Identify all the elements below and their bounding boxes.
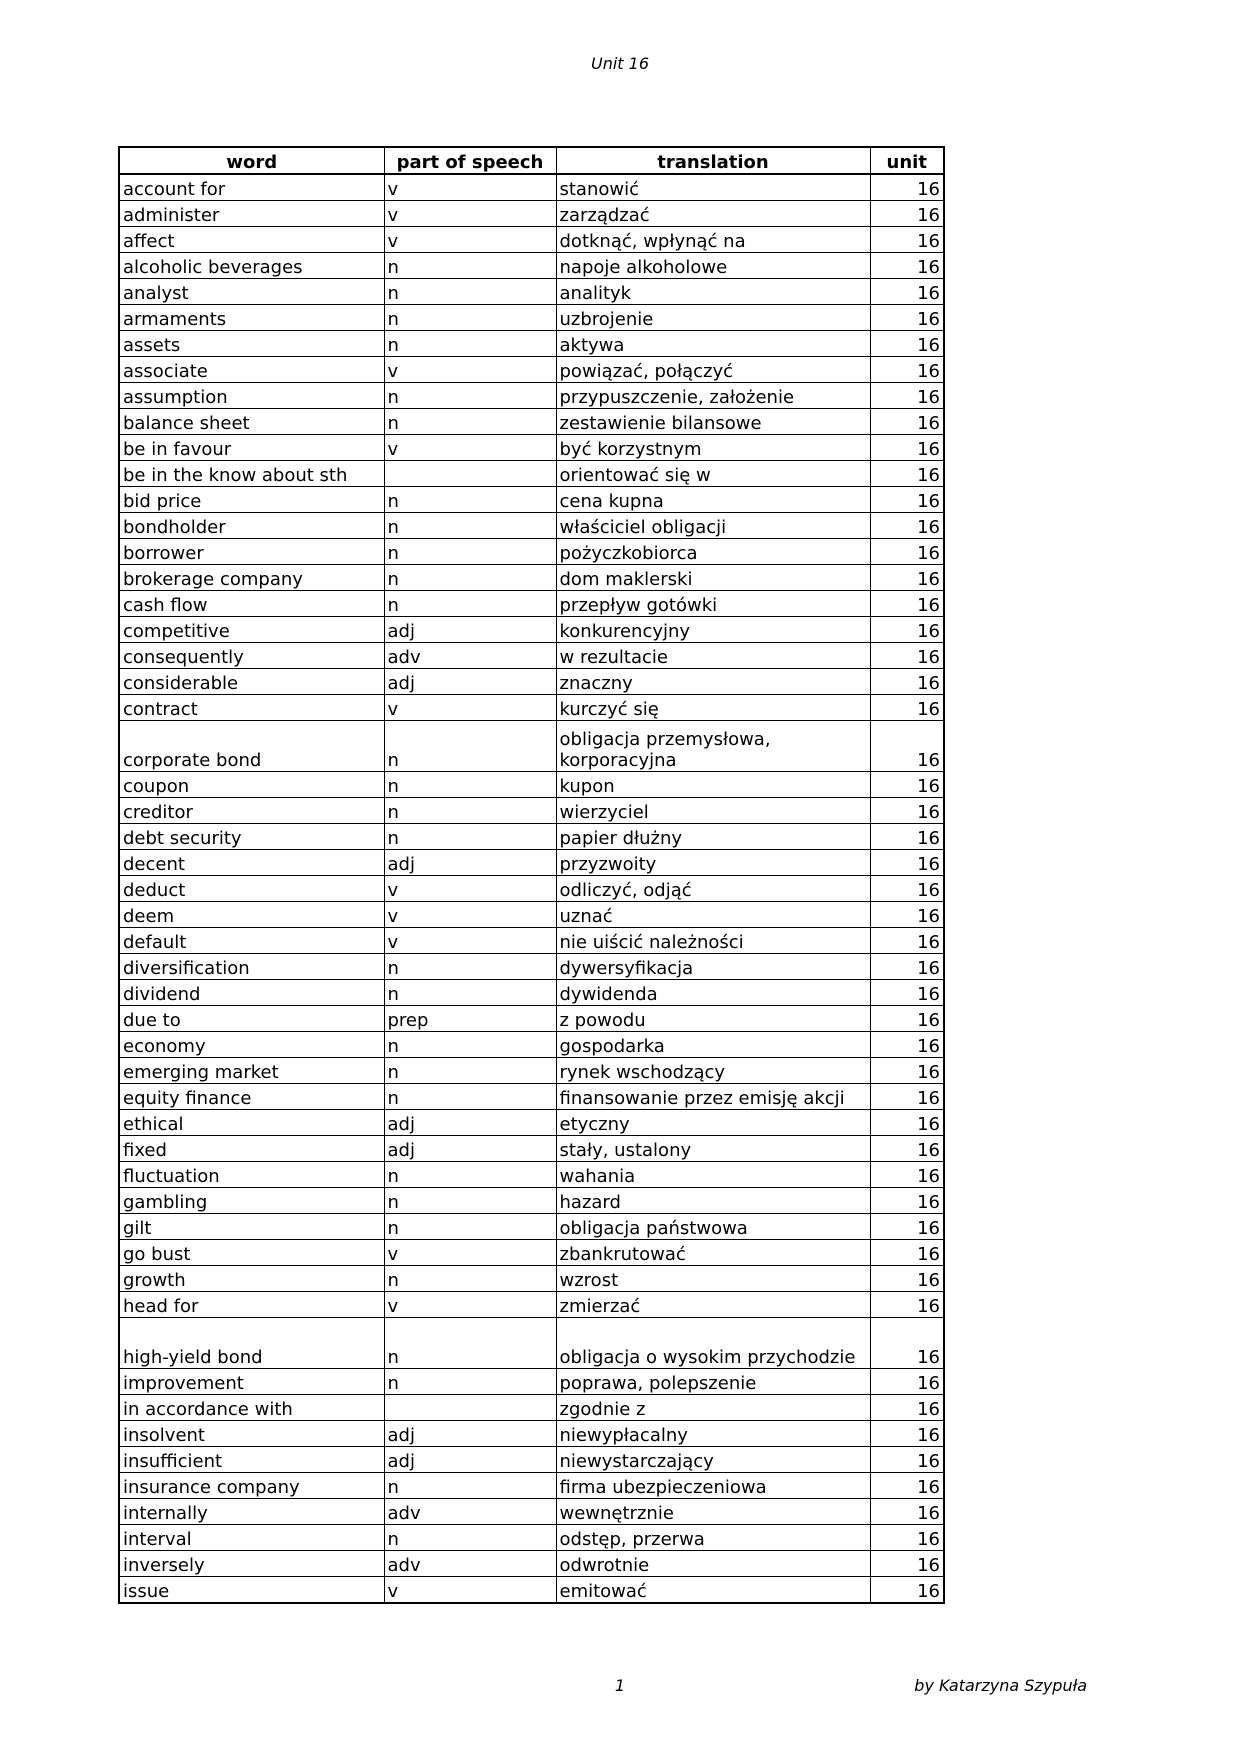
cell-part-of-speech (384, 461, 556, 487)
cell-part-of-speech: adj (384, 850, 556, 876)
table-row (119, 1240, 944, 1266)
cell-unit: 16 (870, 487, 944, 513)
cell-part-of-speech: n (384, 824, 556, 850)
cell-unit: 16 (870, 565, 944, 591)
cell-unit: 16 (870, 435, 944, 461)
cell-word: brokerage company (119, 565, 384, 591)
cell-translation: zmierzać (556, 1292, 870, 1318)
cell-word: alcoholic beverages (119, 253, 384, 279)
table-row (119, 1032, 944, 1058)
cell-part-of-speech: v (384, 902, 556, 928)
cell-translation: kupon (556, 772, 870, 798)
cell-word: account for (119, 174, 384, 201)
cell-translation: przyzwoity (556, 850, 870, 876)
cell-translation: zbankrutować (556, 1240, 870, 1266)
cell-part-of-speech: n (384, 1369, 556, 1395)
table-row (119, 1473, 944, 1499)
cell-translation: uzbrojenie (556, 305, 870, 331)
table-header-row (119, 147, 944, 174)
cell-unit: 16 (870, 331, 944, 357)
table-row (119, 253, 944, 279)
cell-part-of-speech: adv (384, 643, 556, 669)
cell-word: coupon (119, 772, 384, 798)
table-row (119, 1369, 944, 1395)
cell-word: associate (119, 357, 384, 383)
cell-translation: wzrost (556, 1266, 870, 1292)
cell-word: gambling (119, 1188, 384, 1214)
table-row (119, 591, 944, 617)
cell-unit: 16 (870, 928, 944, 954)
cell-part-of-speech: adj (384, 1110, 556, 1136)
table-row (119, 1266, 944, 1292)
table-row (119, 721, 944, 772)
cell-part-of-speech: adv (384, 1551, 556, 1577)
cell-translation: właściciel obligacji (556, 513, 870, 539)
cell-word: considerable (119, 669, 384, 695)
table-row (119, 1084, 944, 1110)
cell-unit: 16 (870, 669, 944, 695)
table-row (119, 1577, 944, 1604)
cell-unit: 16 (870, 902, 944, 928)
cell-unit: 16 (870, 1395, 944, 1421)
cell-translation: nie uiścić należności (556, 928, 870, 954)
cell-unit: 16 (870, 201, 944, 227)
cell-part-of-speech: n (384, 1188, 556, 1214)
cell-translation: wierzyciel (556, 798, 870, 824)
table-row (119, 798, 944, 824)
cell-translation: z powodu (556, 1006, 870, 1032)
cell-translation: napoje alkoholowe (556, 253, 870, 279)
table-row (119, 1058, 944, 1084)
cell-unit: 16 (870, 1421, 944, 1447)
cell-word: ethical (119, 1110, 384, 1136)
cell-part-of-speech: n (384, 772, 556, 798)
cell-part-of-speech: n (384, 591, 556, 617)
cell-word: improvement (119, 1369, 384, 1395)
cell-word: head for (119, 1292, 384, 1318)
cell-unit: 16 (870, 383, 944, 409)
cell-word: consequently (119, 643, 384, 669)
table-row (119, 513, 944, 539)
cell-unit: 16 (870, 980, 944, 1006)
column-header-word: word (119, 147, 384, 174)
table-row (119, 1162, 944, 1188)
cell-translation: niewystarczający (556, 1447, 870, 1473)
cell-translation: być korzystnym (556, 435, 870, 461)
cell-word: inversely (119, 1551, 384, 1577)
cell-translation: hazard (556, 1188, 870, 1214)
cell-part-of-speech: adj (384, 1447, 556, 1473)
table-row (119, 824, 944, 850)
table-row (119, 383, 944, 409)
table-row (119, 1395, 944, 1421)
table-row (119, 174, 944, 201)
cell-translation: obligacja przemysłowa, korporacyjna (556, 721, 870, 772)
table-row (119, 980, 944, 1006)
cell-unit: 16 (870, 1240, 944, 1266)
cell-translation: zarządzać (556, 201, 870, 227)
table-row (119, 1136, 944, 1162)
table-row (119, 201, 944, 227)
cell-unit: 16 (870, 1136, 944, 1162)
table-row (119, 1551, 944, 1577)
cell-part-of-speech: n (384, 1032, 556, 1058)
cell-word: administer (119, 201, 384, 227)
cell-part-of-speech: n (384, 409, 556, 435)
cell-unit: 16 (870, 174, 944, 201)
column-header-unit: unit (870, 147, 944, 174)
table-row (119, 539, 944, 565)
cell-word: gilt (119, 1214, 384, 1240)
cell-unit: 16 (870, 1006, 944, 1032)
cell-unit: 16 (870, 1162, 944, 1188)
cell-translation: przepływ gotówki (556, 591, 870, 617)
cell-part-of-speech: adv (384, 1499, 556, 1525)
cell-part-of-speech: n (384, 383, 556, 409)
table-row (119, 954, 944, 980)
cell-word: equity finance (119, 1084, 384, 1110)
cell-word: insufficient (119, 1447, 384, 1473)
cell-unit: 16 (870, 1525, 944, 1551)
page-header-title: Unit 16 (590, 54, 649, 73)
cell-word: armaments (119, 305, 384, 331)
cell-word: balance sheet (119, 409, 384, 435)
cell-unit: 16 (870, 305, 944, 331)
cell-translation: niewypłacalny (556, 1421, 870, 1447)
table-row (119, 850, 944, 876)
cell-part-of-speech: adj (384, 617, 556, 643)
cell-part-of-speech: n (384, 305, 556, 331)
cell-word: high-yield bond (119, 1318, 384, 1369)
table-row (119, 1525, 944, 1551)
cell-part-of-speech: n (384, 1473, 556, 1499)
cell-translation: konkurencyjny (556, 617, 870, 643)
cell-part-of-speech: n (384, 1525, 556, 1551)
cell-part-of-speech: v (384, 1240, 556, 1266)
cell-part-of-speech: n (384, 1214, 556, 1240)
cell-translation: odwrotnie (556, 1551, 870, 1577)
table-row (119, 928, 944, 954)
cell-part-of-speech: n (384, 798, 556, 824)
table-row (119, 435, 944, 461)
table-row (119, 695, 944, 721)
cell-unit: 16 (870, 1551, 944, 1577)
cell-word: issue (119, 1577, 384, 1604)
cell-unit: 16 (870, 591, 944, 617)
cell-word: insolvent (119, 1421, 384, 1447)
cell-word: competitive (119, 617, 384, 643)
cell-word: assumption (119, 383, 384, 409)
cell-word: go bust (119, 1240, 384, 1266)
table-row (119, 669, 944, 695)
table-row (119, 331, 944, 357)
cell-translation: stały, ustalony (556, 1136, 870, 1162)
cell-unit: 16 (870, 253, 944, 279)
cell-translation: analityk (556, 279, 870, 305)
cell-translation: odliczyć, odjąć (556, 876, 870, 902)
cell-part-of-speech: v (384, 435, 556, 461)
cell-translation: papier dłużny (556, 824, 870, 850)
cell-word: corporate bond (119, 721, 384, 772)
table-row (119, 1188, 944, 1214)
cell-part-of-speech: n (384, 539, 556, 565)
cell-part-of-speech: v (384, 1577, 556, 1604)
cell-translation: obligacja o wysokim przychodzie (556, 1318, 870, 1369)
cell-word: debt security (119, 824, 384, 850)
cell-word: fluctuation (119, 1162, 384, 1188)
cell-word: in accordance with (119, 1395, 384, 1421)
cell-word: affect (119, 227, 384, 253)
author-credit: by Katarzyna Szypuła (914, 1676, 1087, 1695)
cell-translation: aktywa (556, 331, 870, 357)
cell-unit: 16 (870, 850, 944, 876)
cell-part-of-speech: prep (384, 1006, 556, 1032)
cell-word: analyst (119, 279, 384, 305)
cell-unit: 16 (870, 617, 944, 643)
cell-unit: 16 (870, 357, 944, 383)
cell-translation: dywidenda (556, 980, 870, 1006)
cell-part-of-speech: n (384, 954, 556, 980)
cell-translation: w rezultacie (556, 643, 870, 669)
cell-unit: 16 (870, 798, 944, 824)
table-row (119, 565, 944, 591)
cell-part-of-speech: n (384, 279, 556, 305)
cell-translation: dom maklerski (556, 565, 870, 591)
table-row (119, 643, 944, 669)
table-row (119, 487, 944, 513)
table-row (119, 1499, 944, 1525)
cell-part-of-speech: n (384, 331, 556, 357)
cell-part-of-speech (384, 1395, 556, 1421)
cell-word: deem (119, 902, 384, 928)
table-row (119, 1006, 944, 1032)
cell-word: be in favour (119, 435, 384, 461)
cell-word: deduct (119, 876, 384, 902)
cell-unit: 16 (870, 1084, 944, 1110)
cell-translation: powiązać, połączyć (556, 357, 870, 383)
cell-unit: 16 (870, 1369, 944, 1395)
table-row (119, 1292, 944, 1318)
cell-translation: zestawienie bilansowe (556, 409, 870, 435)
cell-translation: emitować (556, 1577, 870, 1604)
cell-translation: odstęp, przerwa (556, 1525, 870, 1551)
table-row (119, 227, 944, 253)
cell-word: cash flow (119, 591, 384, 617)
cell-unit: 16 (870, 1318, 944, 1369)
cell-unit: 16 (870, 1577, 944, 1604)
table-row (119, 1447, 944, 1473)
cell-part-of-speech: v (384, 1292, 556, 1318)
cell-unit: 16 (870, 539, 944, 565)
cell-part-of-speech: n (384, 1084, 556, 1110)
cell-unit: 16 (870, 513, 944, 539)
cell-word: due to (119, 1006, 384, 1032)
cell-translation: kurczyć się (556, 695, 870, 721)
cell-unit: 16 (870, 409, 944, 435)
table-row (119, 1110, 944, 1136)
cell-unit: 16 (870, 1214, 944, 1240)
cell-translation: rynek wschodzący (556, 1058, 870, 1084)
cell-unit: 16 (870, 1447, 944, 1473)
cell-translation: gospodarka (556, 1032, 870, 1058)
cell-translation: etyczny (556, 1110, 870, 1136)
page-number: 1 (614, 1676, 626, 1695)
cell-translation: cena kupna (556, 487, 870, 513)
cell-part-of-speech: n (384, 513, 556, 539)
cell-part-of-speech: v (384, 227, 556, 253)
cell-part-of-speech: n (384, 1058, 556, 1084)
cell-word: interval (119, 1525, 384, 1551)
cell-translation: zgodnie z (556, 1395, 870, 1421)
cell-part-of-speech: n (384, 487, 556, 513)
cell-part-of-speech: v (384, 357, 556, 383)
cell-unit: 16 (870, 954, 944, 980)
cell-unit: 16 (870, 643, 944, 669)
cell-unit: 16 (870, 772, 944, 798)
cell-unit: 16 (870, 1032, 944, 1058)
table-row (119, 1214, 944, 1240)
cell-word: bondholder (119, 513, 384, 539)
cell-word: diversification (119, 954, 384, 980)
cell-translation: orientować się w (556, 461, 870, 487)
cell-part-of-speech: v (384, 928, 556, 954)
cell-translation: dotknąć, wpłynąć na (556, 227, 870, 253)
cell-part-of-speech: n (384, 721, 556, 772)
cell-translation: przypuszczenie, założenie (556, 383, 870, 409)
cell-unit: 16 (870, 1473, 944, 1499)
cell-unit: 16 (870, 1266, 944, 1292)
table-row (119, 461, 944, 487)
cell-word: internally (119, 1499, 384, 1525)
cell-translation: wahania (556, 1162, 870, 1188)
cell-part-of-speech: n (384, 1318, 556, 1369)
table-row (119, 876, 944, 902)
cell-unit: 16 (870, 721, 944, 772)
cell-translation: uznać (556, 902, 870, 928)
cell-part-of-speech: adj (384, 669, 556, 695)
cell-word: emerging market (119, 1058, 384, 1084)
cell-part-of-speech: v (384, 695, 556, 721)
cell-translation: poprawa, polepszenie (556, 1369, 870, 1395)
cell-translation: dywersyfikacja (556, 954, 870, 980)
cell-unit: 16 (870, 279, 944, 305)
cell-word: assets (119, 331, 384, 357)
cell-part-of-speech: v (384, 174, 556, 201)
vocabulary-table (118, 146, 945, 1604)
cell-unit: 16 (870, 695, 944, 721)
cell-word: default (119, 928, 384, 954)
cell-translation: obligacja państwowa (556, 1214, 870, 1240)
table-row (119, 409, 944, 435)
table-row (119, 1318, 944, 1369)
cell-word: contract (119, 695, 384, 721)
cell-translation: finansowanie przez emisję akcji (556, 1084, 870, 1110)
cell-part-of-speech: v (384, 201, 556, 227)
cell-word: fixed (119, 1136, 384, 1162)
cell-translation: pożyczkobiorca (556, 539, 870, 565)
cell-word: decent (119, 850, 384, 876)
cell-translation: wewnętrznie (556, 1499, 870, 1525)
table-row (119, 902, 944, 928)
cell-unit: 16 (870, 461, 944, 487)
cell-unit: 16 (870, 1110, 944, 1136)
cell-unit: 16 (870, 1292, 944, 1318)
table-row (119, 305, 944, 331)
cell-word: growth (119, 1266, 384, 1292)
table-row (119, 617, 944, 643)
cell-part-of-speech: n (384, 1162, 556, 1188)
cell-translation: znaczny (556, 669, 870, 695)
cell-part-of-speech: v (384, 876, 556, 902)
table-row (119, 279, 944, 305)
table-row (119, 357, 944, 383)
cell-part-of-speech: n (384, 253, 556, 279)
cell-part-of-speech: n (384, 980, 556, 1006)
column-header-part-of-speech: part of speech (384, 147, 556, 174)
cell-word: insurance company (119, 1473, 384, 1499)
cell-word: bid price (119, 487, 384, 513)
cell-unit: 16 (870, 1499, 944, 1525)
cell-word: borrower (119, 539, 384, 565)
cell-word: be in the know about sth (119, 461, 384, 487)
cell-translation: stanowić (556, 174, 870, 201)
table-row (119, 1421, 944, 1447)
cell-word: dividend (119, 980, 384, 1006)
cell-part-of-speech: adj (384, 1421, 556, 1447)
column-header-translation: translation (556, 147, 870, 174)
cell-unit: 16 (870, 1058, 944, 1084)
cell-unit: 16 (870, 876, 944, 902)
cell-unit: 16 (870, 824, 944, 850)
cell-part-of-speech: adj (384, 1136, 556, 1162)
cell-part-of-speech: n (384, 565, 556, 591)
cell-translation: firma ubezpieczeniowa (556, 1473, 870, 1499)
cell-word: creditor (119, 798, 384, 824)
table-row (119, 772, 944, 798)
cell-unit: 16 (870, 227, 944, 253)
table-body (119, 174, 944, 1603)
cell-unit: 16 (870, 1188, 944, 1214)
cell-word: economy (119, 1032, 384, 1058)
cell-part-of-speech: n (384, 1266, 556, 1292)
